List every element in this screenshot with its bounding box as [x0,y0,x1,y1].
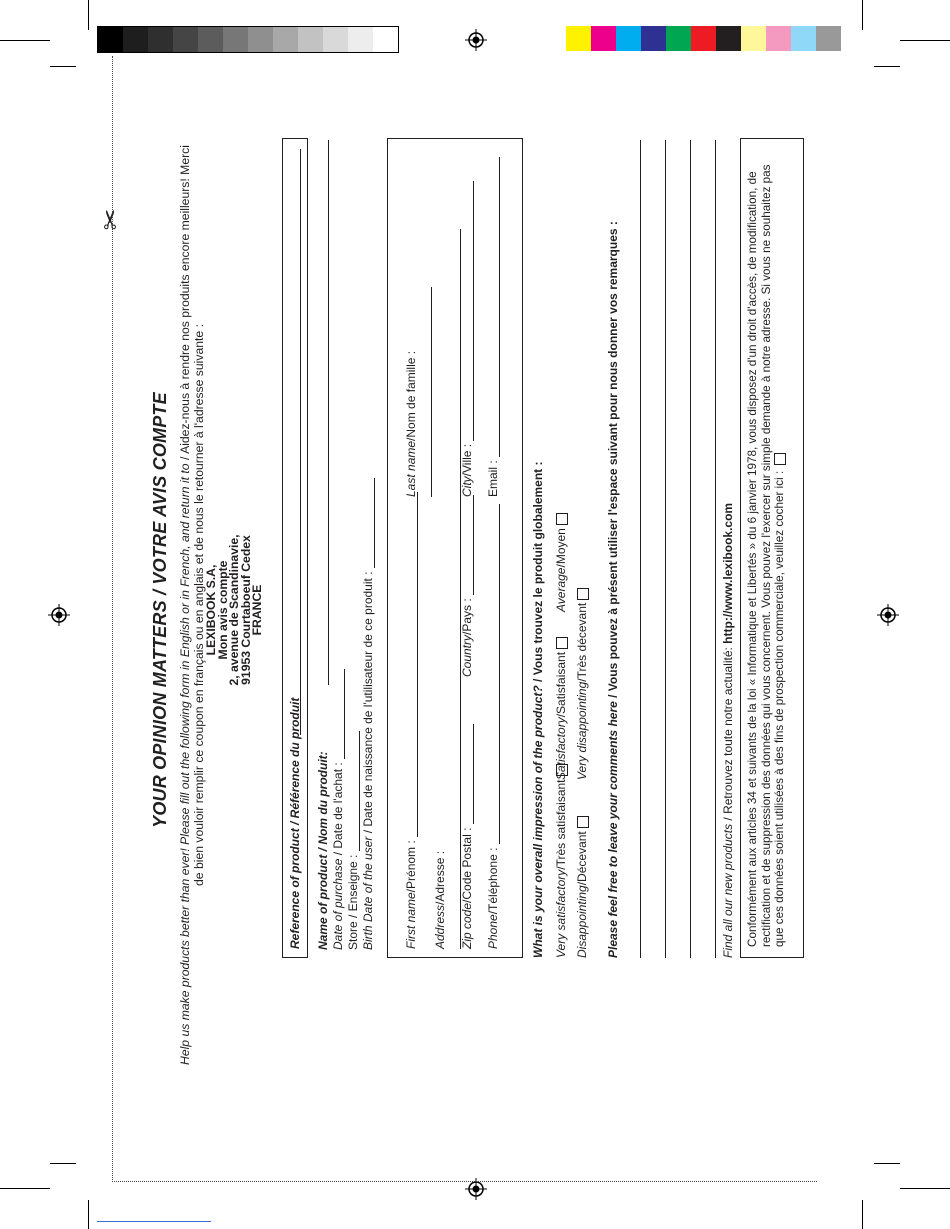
legal-notice: Conformément aux articles 34 et suivants de la loi « Informatique et Libertés » du 6 janvier 1978, vous disposez d'un droit d'accès, de modification, de rectification et de suppression des données qui vous concernent. Vous pouvez l'exercer sur simple demande à notre adresse. Si vous ne souhaitez pas que ces données soient utilisées à des fins de prospection commerciale, veuillez cocher ici : [746,164,786,947]
phone-row: Phone/Téléphone : [486,504,500,949]
opt-out-checkbox[interactable] [774,453,786,465]
form-intro [178,140,206,1070]
website-link[interactable]: http://www.lexibook.com [721,502,735,644]
checkbox[interactable] [556,513,568,525]
checkbox[interactable] [556,637,568,649]
comment-line[interactable] [665,140,666,958]
scissors-icon: ✂ [95,208,126,231]
registration-mark-icon [465,29,487,51]
gray-swatch [173,27,198,52]
grayscale-calibration-bar [97,26,399,53]
purchase-date-field[interactable] [332,669,345,759]
color-swatch [591,26,616,51]
crop-mark [874,1163,900,1164]
impression-question: What is your overall impression of the product? / Vous trouvez le produit globalement : [531,461,545,958]
option-very-disappointing[interactable]: Very disappointing/Très décevant [575,588,589,780]
gray-swatch [98,27,123,52]
address-line: FRANCE [250,584,264,636]
checkbox[interactable] [577,588,589,600]
gray-swatch [223,27,248,52]
comment-line[interactable] [640,140,641,958]
country-row: Country/Pays : [460,495,474,677]
color-swatch [816,26,841,51]
phone-field[interactable] [487,504,500,844]
gray-swatch [248,27,273,52]
birth-date-row: Birth Date of the user / Date de naissance de l'utilisateur de ce produit : [361,478,375,950]
gray-swatch [323,27,348,52]
first-name-row: First name/Prénom : [404,492,418,949]
color-swatch [616,26,641,51]
gray-swatch [148,27,173,52]
birth-date-field[interactable] [362,478,375,568]
feedback-form [150,130,810,1090]
address-row: Address/Adresse : [433,139,461,949]
color-calibration-bar [566,26,841,51]
crop-mark [862,1200,863,1229]
crop-mark [88,0,89,30]
email-field[interactable] [487,157,500,457]
option-disappointing[interactable]: Disappointing/Décevant [575,816,589,958]
last-name-field[interactable] [419,287,432,497]
cut-line-horizontal [112,1181,817,1182]
country-field[interactable] [461,495,474,595]
crop-mark [874,66,900,67]
product-reference-label: Reference of product / Référence du produit [288,697,302,949]
crop-mark [88,1200,89,1229]
crop-mark [862,0,863,30]
crop-mark [50,66,76,67]
gray-swatch [348,27,373,52]
crop-mark [0,40,50,41]
crop-mark [900,1188,950,1189]
address-line: 91953 Courtaboeuf Cedex [238,535,253,685]
product-reference-box [282,138,308,958]
last-name-row: Last name/Nom de famille : [404,139,432,497]
legal-notice-box [740,138,804,958]
address-line: 2, avenue de Scandinavie, [227,534,241,686]
blue-rule [97,1221,211,1222]
intro-english: Help us make products better than ever! Please fill out the following form in English or in French, and return it to [178,463,192,1065]
color-swatch [716,26,741,51]
find-products-line: Find all our new products / Retrouvez toute notre actualité: http://www.lexibook.com [721,502,735,958]
form-title: YOUR OPINION MATTERS / VOTRE AVIS COMPTE [150,392,170,828]
return-address [206,130,264,1090]
product-name-label: Name of product / Nom du produit: [316,751,330,950]
gray-swatch [273,27,298,52]
city-row: City/Ville : [460,181,474,497]
zip-code-row: Zip code/Code Postal : [460,724,474,949]
gray-swatch [123,27,148,52]
gray-swatch [198,27,223,52]
address-line: Mon avis compte [215,560,230,660]
contact-details-box [387,138,523,958]
comments-heading: Please feel free to leave your comments here / Vous pouvez à présent utiliser l'espace suivant pour nous donner vos remarques : [606,221,620,958]
purchase-date-row: Date of purchase / Date de l'achat : [331,669,345,950]
color-swatch [666,26,691,51]
checkbox[interactable] [577,816,589,828]
zip-code-field[interactable] [461,724,474,824]
crop-mark [50,1163,76,1164]
color-swatch [766,26,791,51]
crop-mark [0,1188,50,1189]
store-row: Store / Enseigne : [346,731,360,950]
option-satisfactory[interactable]: Satisfactory/Satisfaisant [554,637,568,780]
color-swatch [566,26,591,51]
product-reference-field[interactable] [300,149,301,735]
product-name-field[interactable] [328,140,329,685]
comment-line[interactable] [715,140,716,958]
city-field[interactable] [461,181,474,441]
intro-french: / Aidez-nous à rendre nos produits encore meilleurs! Merci de bien vouloir remplir ce coupon en français ou en anglais et de nous le retourner à l'adresse suivante : [178,145,206,886]
address-line: LEXIBOOK S.A, [204,564,218,656]
gray-swatch [298,27,323,52]
registration-mark-icon [877,604,899,626]
option-very-satisfactory[interactable]: Very satisfactory/Très satisfaisant [554,764,568,958]
color-swatch [641,26,666,51]
comment-line[interactable] [690,140,691,958]
store-field[interactable] [347,731,360,851]
color-swatch [741,26,766,51]
email-row: Email : [486,157,500,497]
gray-swatch [373,27,398,52]
color-swatch [691,26,716,51]
option-average[interactable]: Average/Moyen [554,513,568,612]
first-name-field[interactable] [405,492,418,837]
color-swatch [791,26,816,51]
crop-mark [900,40,950,41]
registration-mark-icon [48,604,70,626]
